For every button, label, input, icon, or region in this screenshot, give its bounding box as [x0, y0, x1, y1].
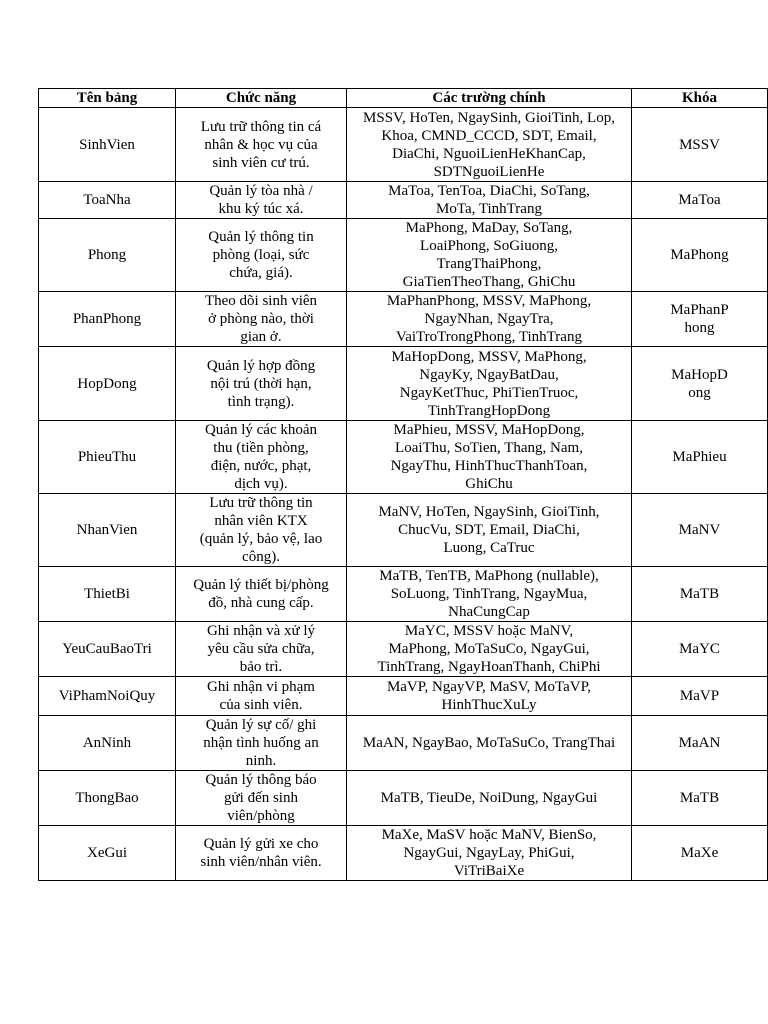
cell-function-line: Quản lý thông tin [208, 229, 314, 245]
cell-key [632, 826, 768, 881]
cell-main-fields [347, 677, 632, 716]
cell-function-line: Quản lý hợp đồng [206, 357, 316, 374]
cell-main-fields-line: NgayThu, HinhThucThanhToan, [390, 458, 588, 474]
cell-function-line: tình trạng). [227, 393, 295, 410]
cell-main-fields-line: MaXe, MaSV hoặc MaNV, BienSo, [381, 827, 597, 843]
cell-function-line: bảo trì. [239, 659, 283, 675]
cell-function-line: phòng (loại, sức [212, 247, 310, 263]
cell-function-line: nội trú (thời hạn, [210, 375, 312, 392]
header-row [39, 89, 768, 108]
cell-main-fields-line: NgayNhan, NgayTra, [424, 311, 554, 327]
cell-function-line: ninh. [245, 753, 277, 769]
cell-key-line: MaXe [680, 845, 719, 861]
cell-key [632, 292, 768, 347]
cell-main-fields-line: MaToa, TenToa, DiaChi, SoTang, [388, 183, 590, 199]
cell-table-name: XeGui [39, 826, 176, 881]
cell-main-fields [347, 182, 632, 219]
cell-main-fields-line: NgayGui, NgayLay, PhiGui, [403, 845, 575, 861]
cell-key-line: MaTB [679, 790, 720, 806]
cell-table-name: ToaNha [39, 182, 176, 219]
cell-main-fields [347, 421, 632, 494]
cell-function-line: đồ, nhà cung cấp. [208, 595, 314, 611]
table-row [39, 716, 768, 771]
table-body [39, 108, 768, 881]
cell-function-line: Theo dõi sinh viên [204, 293, 318, 309]
cell-key-line: MaTB [679, 586, 720, 602]
cell-function-line: Quản lý gửi xe cho [203, 836, 319, 852]
cell-main-fields [347, 292, 632, 347]
cell-key [632, 421, 768, 494]
table-row [39, 771, 768, 826]
cell-function [176, 716, 347, 771]
cell-key-line: MaPhanP [670, 302, 729, 318]
cell-main-fields-line: LoaiThu, SoTien, Thang, Nam, [395, 440, 583, 456]
cell-key-line: hong [684, 320, 715, 336]
cell-function-line: ở phòng nào, thời [208, 311, 314, 327]
cell-table-name: PhieuThu [39, 421, 176, 494]
cell-main-fields-line: MaTB, TieuDe, NoiDung, NgayGui [380, 790, 598, 806]
cell-function [176, 567, 347, 622]
cell-main-fields-line: MaPhong, MaDay, SoTang, [405, 220, 573, 236]
cell-table-name: ViPhamNoiQuy [39, 677, 176, 716]
cell-function-line: Quản lý sự cố/ ghi [205, 717, 317, 733]
table-row [39, 108, 768, 182]
cell-table-name: HopDong [39, 347, 176, 421]
cell-key-line: MaPhieu [672, 449, 727, 465]
cell-key-line: MaAN [678, 735, 721, 751]
cell-main-fields-line: ChucVu, SDT, Email, DiaChi, [398, 522, 580, 538]
cell-main-fields-line: MSSV, HoTen, NgaySinh, GioiTinh, Lop, [363, 109, 615, 126]
cell-function-line: thu (tiền phòng, [213, 440, 309, 456]
cell-main-fields-line: MoTa, TinhTrang [436, 201, 542, 217]
table-row [39, 182, 768, 219]
cell-main-fields-line: LoaiPhong, SoGiuong, [420, 238, 558, 254]
cell-main-fields-line: MaTB, TenTB, MaPhong (nullable), [379, 568, 599, 584]
cell-table-name: SinhVien [39, 108, 176, 182]
cell-key [632, 494, 768, 567]
cell-main-fields [347, 567, 632, 622]
cell-main-fields-line: ViTriBaiXe [453, 863, 525, 879]
database-tables-table [38, 88, 768, 881]
cell-function-line: viên/phòng [227, 808, 295, 824]
cell-key-line: MaHopD [671, 366, 728, 383]
cell-function-line: của sinh viên. [219, 697, 303, 713]
table-row [39, 677, 768, 716]
cell-table-name: NhanVien [39, 494, 176, 567]
cell-function-line: chứa, giá). [229, 265, 293, 281]
cell-function-line: Lưu trữ thông tin cá [200, 118, 322, 135]
cell-main-fields-line: Luong, CaTruc [443, 540, 535, 556]
cell-function-line: khu ký túc xá. [218, 201, 304, 217]
cell-main-fields-line: MaVP, NgayVP, MaSV, MoTaVP, [386, 679, 592, 695]
cell-key [632, 716, 768, 771]
table-row [39, 421, 768, 494]
cell-function-line: sinh viên/nhân viên. [200, 854, 322, 870]
cell-table-name: ThietBi [39, 567, 176, 622]
cell-function-line: công). [242, 549, 280, 565]
cell-key-line: MaToa [678, 192, 721, 208]
cell-function [176, 622, 347, 677]
table-row [39, 494, 768, 567]
cell-table-name: AnNinh [39, 716, 176, 771]
cell-main-fields-line: TinhTrangHopDong [427, 402, 551, 419]
cell-key-line: MaYC [679, 641, 720, 657]
cell-main-fields-line: NgayKetThuc, PhiTienTruoc, [399, 384, 579, 401]
cell-function [176, 826, 347, 881]
cell-key [632, 347, 768, 421]
cell-main-fields [347, 622, 632, 677]
cell-function-line: Quản lý thiết bị/phòng [193, 577, 329, 593]
cell-main-fields-line: MaYC, MSSV hoặc MaNV, [404, 623, 574, 639]
cell-main-fields [347, 219, 632, 292]
table-row [39, 347, 768, 421]
header-function: Chức năng [176, 89, 347, 108]
cell-table-name: YeuCauBaoTri [39, 622, 176, 677]
cell-key-line: ong [688, 384, 711, 401]
cell-function-line: Ghi nhận vi phạm [207, 679, 315, 695]
cell-main-fields-line: VaiTroTrongPhong, TinhTrang [396, 329, 582, 345]
cell-main-fields [347, 771, 632, 826]
cell-key-line: MaNV [678, 522, 721, 538]
cell-main-fields-line: MaHopDong, MSSV, MaPhong, [391, 348, 587, 365]
cell-key [632, 108, 768, 182]
cell-main-fields-line: GhiChu [465, 476, 513, 492]
header-main-fields: Các trường chính [347, 89, 632, 108]
cell-key [632, 182, 768, 219]
cell-function-line: dịch vụ). [234, 476, 288, 492]
cell-function-line: điện, nước, phạt, [210, 458, 312, 474]
cell-key-line: MaPhong [670, 247, 729, 263]
cell-main-fields-line: HinhThucXuLy [441, 697, 537, 713]
header-key: Khóa [632, 89, 768, 108]
cell-key-line: MSSV [679, 136, 720, 153]
cell-main-fields-line: MaPhanPhong, MSSV, MaPhong, [386, 293, 592, 309]
cell-key [632, 622, 768, 677]
cell-table-name: Phong [39, 219, 176, 292]
cell-function-line: nhận tình huống an [203, 735, 319, 751]
cell-function-line: gian ở. [240, 329, 282, 345]
cell-function-line: yêu cầu sửa chữa, [207, 641, 315, 657]
cell-function [176, 108, 347, 182]
cell-main-fields [347, 347, 632, 421]
cell-key [632, 567, 768, 622]
cell-main-fields-line: MaPhieu, MSSV, MaHopDong, [393, 422, 585, 438]
cell-function-line: sinh viên cư trú. [212, 154, 310, 171]
cell-main-fields [347, 716, 632, 771]
cell-main-fields [347, 108, 632, 182]
cell-key-line: MaVP [679, 688, 720, 704]
cell-function-line: gửi đến sinh [224, 790, 298, 806]
cell-key [632, 219, 768, 292]
cell-function [176, 421, 347, 494]
cell-function-line: nhân & học vụ của [204, 136, 318, 153]
cell-main-fields-line: SoLuong, TinhTrang, NgayMua, [390, 586, 588, 602]
cell-function-line: Quản lý các khoản [204, 422, 318, 438]
cell-table-name: PhanPhong [39, 292, 176, 347]
cell-function-line: Quản lý thông báo [205, 772, 317, 788]
cell-main-fields-line: MaAN, NgayBao, MoTaSuCo, TrangThai [362, 735, 616, 751]
cell-main-fields-line: MaPhong, MoTaSuCo, NgayGui, [388, 641, 590, 657]
cell-main-fields-line: TrangThaiPhong, [436, 256, 542, 272]
cell-main-fields-line: Khoa, CMND_CCCD, SDT, Email, [381, 127, 597, 144]
table-row [39, 219, 768, 292]
cell-function-line: Quản lý tòa nhà / [209, 183, 313, 199]
cell-function [176, 677, 347, 716]
cell-main-fields-line: DiaChi, NguoiLienHeKhanCap, [392, 145, 586, 162]
cell-function [176, 347, 347, 421]
table-row [39, 622, 768, 677]
cell-main-fields-line: MaNV, HoTen, NgaySinh, GioiTinh, [378, 504, 600, 520]
cell-main-fields-line: TinhTrang, NgayHoanThanh, ChiPhi [377, 659, 601, 675]
cell-key [632, 771, 768, 826]
table-row [39, 826, 768, 881]
header-table-name: Tên bảng [39, 89, 176, 108]
cell-key [632, 677, 768, 716]
cell-function-line: nhân viên KTX [214, 513, 308, 529]
cell-function-line: (quản lý, bảo vệ, lao [199, 531, 323, 547]
cell-function [176, 771, 347, 826]
cell-function [176, 182, 347, 219]
cell-function-line: Ghi nhận và xử lý [206, 623, 316, 639]
cell-function-line: Lưu trữ thông tin [209, 495, 313, 511]
table-row [39, 567, 768, 622]
cell-main-fields-line: NgayKy, NgayBatDau, [419, 366, 559, 383]
cell-main-fields [347, 826, 632, 881]
cell-function [176, 494, 347, 567]
cell-table-name: ThongBao [39, 771, 176, 826]
cell-main-fields-line: GiaTienTheoThang, GhiChu [402, 274, 576, 290]
cell-main-fields [347, 494, 632, 567]
cell-main-fields-line: SDTNguoiLienHe [433, 163, 545, 180]
cell-function [176, 292, 347, 347]
cell-main-fields-line: NhaCungCap [448, 604, 530, 620]
cell-function [176, 219, 347, 292]
table-row [39, 292, 768, 347]
